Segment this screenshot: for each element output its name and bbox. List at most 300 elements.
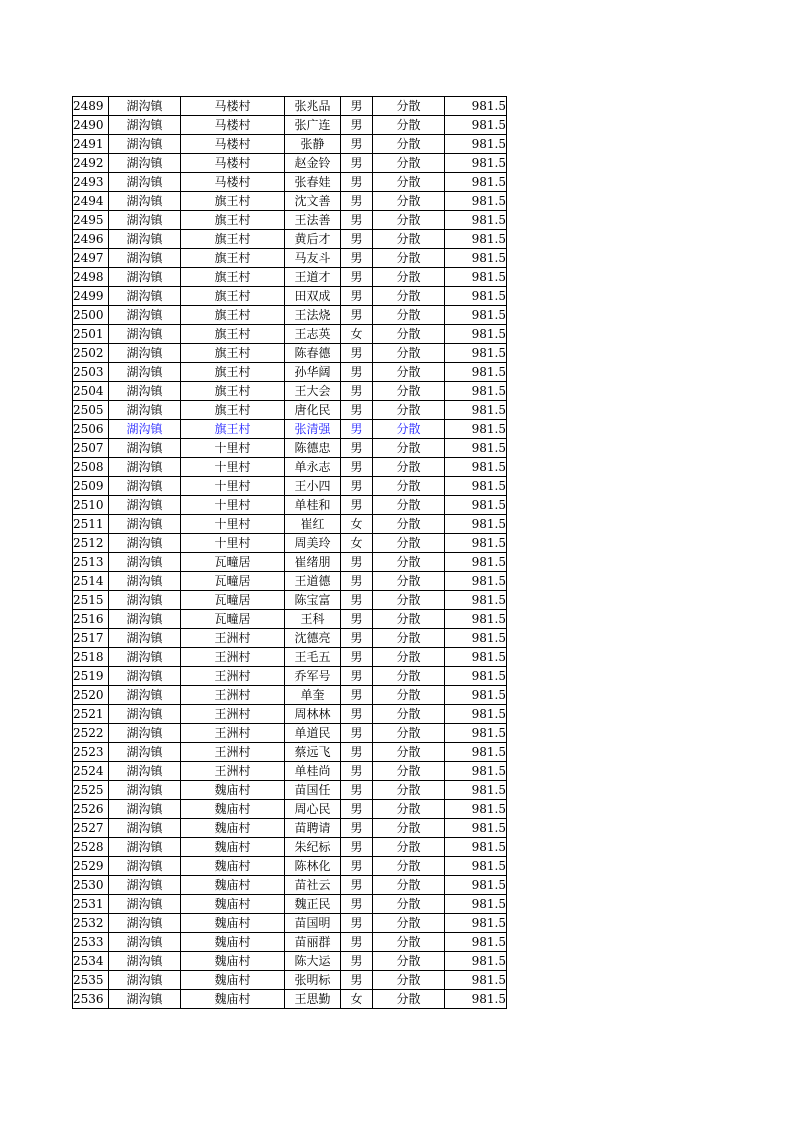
town-cell[interactable]: 湖沟镇 <box>109 458 181 477</box>
name-cell[interactable]: 王小四 <box>285 477 341 496</box>
town-cell[interactable]: 湖沟镇 <box>109 800 181 819</box>
row-number-cell[interactable]: 2502 <box>73 344 109 363</box>
amount-cell[interactable]: 981.5 <box>445 610 507 629</box>
town-cell[interactable]: 湖沟镇 <box>109 135 181 154</box>
town-cell[interactable]: 湖沟镇 <box>109 743 181 762</box>
name-cell[interactable]: 王大会 <box>285 382 341 401</box>
support-type-cell[interactable]: 分散 <box>373 762 445 781</box>
name-cell[interactable]: 沈文善 <box>285 192 341 211</box>
name-cell[interactable]: 崔红 <box>285 515 341 534</box>
village-cell[interactable]: 旗王村 <box>181 363 285 382</box>
sex-cell[interactable]: 男 <box>341 306 373 325</box>
row-number-cell[interactable]: 2499 <box>73 287 109 306</box>
village-cell[interactable]: 旗王村 <box>181 230 285 249</box>
sex-cell[interactable]: 男 <box>341 401 373 420</box>
name-cell[interactable]: 王法烧 <box>285 306 341 325</box>
support-type-cell[interactable]: 分散 <box>373 933 445 952</box>
amount-cell[interactable]: 981.5 <box>445 515 507 534</box>
name-cell[interactable]: 苗聘请 <box>285 819 341 838</box>
town-cell[interactable]: 湖沟镇 <box>109 705 181 724</box>
row-number-cell[interactable]: 2501 <box>73 325 109 344</box>
support-type-cell[interactable]: 分散 <box>373 116 445 135</box>
town-cell[interactable]: 湖沟镇 <box>109 211 181 230</box>
row-number-cell[interactable]: 2496 <box>73 230 109 249</box>
support-type-cell[interactable]: 分散 <box>373 306 445 325</box>
name-cell[interactable]: 张明标 <box>285 971 341 990</box>
sex-cell[interactable]: 男 <box>341 382 373 401</box>
support-type-cell[interactable]: 分散 <box>373 268 445 287</box>
sex-cell[interactable]: 男 <box>341 971 373 990</box>
amount-cell[interactable]: 981.5 <box>445 382 507 401</box>
village-cell[interactable]: 魏庙村 <box>181 876 285 895</box>
town-cell[interactable]: 湖沟镇 <box>109 344 181 363</box>
amount-cell[interactable]: 981.5 <box>445 477 507 496</box>
sex-cell[interactable]: 女 <box>341 325 373 344</box>
village-cell[interactable]: 旗王村 <box>181 249 285 268</box>
row-number-cell[interactable]: 2503 <box>73 363 109 382</box>
support-type-cell[interactable]: 分散 <box>373 363 445 382</box>
village-cell[interactable]: 马楼村 <box>181 116 285 135</box>
village-cell[interactable]: 王洲村 <box>181 724 285 743</box>
sex-cell[interactable]: 男 <box>341 952 373 971</box>
village-cell[interactable]: 十里村 <box>181 496 285 515</box>
support-type-cell[interactable]: 分散 <box>373 838 445 857</box>
amount-cell[interactable]: 981.5 <box>445 268 507 287</box>
support-type-cell[interactable]: 分散 <box>373 458 445 477</box>
row-number-cell[interactable]: 2509 <box>73 477 109 496</box>
amount-cell[interactable]: 981.5 <box>445 743 507 762</box>
name-cell[interactable]: 王道才 <box>285 268 341 287</box>
support-type-cell[interactable]: 分散 <box>373 230 445 249</box>
sex-cell[interactable]: 男 <box>341 268 373 287</box>
sex-cell[interactable]: 男 <box>341 743 373 762</box>
name-cell[interactable]: 朱纪标 <box>285 838 341 857</box>
name-cell[interactable]: 陈大运 <box>285 952 341 971</box>
town-cell[interactable]: 湖沟镇 <box>109 401 181 420</box>
row-number-cell[interactable]: 2507 <box>73 439 109 458</box>
name-cell[interactable]: 王科 <box>285 610 341 629</box>
name-cell[interactable]: 单桂尚 <box>285 762 341 781</box>
village-cell[interactable]: 马楼村 <box>181 154 285 173</box>
row-number-cell[interactable]: 2489 <box>73 97 109 116</box>
support-type-cell[interactable]: 分散 <box>373 553 445 572</box>
amount-cell[interactable]: 981.5 <box>445 173 507 192</box>
town-cell[interactable]: 湖沟镇 <box>109 591 181 610</box>
sex-cell[interactable]: 男 <box>341 838 373 857</box>
support-type-cell[interactable]: 分散 <box>373 287 445 306</box>
amount-cell[interactable]: 981.5 <box>445 135 507 154</box>
amount-cell[interactable]: 981.5 <box>445 344 507 363</box>
town-cell[interactable]: 湖沟镇 <box>109 667 181 686</box>
town-cell[interactable]: 湖沟镇 <box>109 952 181 971</box>
row-number-cell[interactable]: 2533 <box>73 933 109 952</box>
sex-cell[interactable]: 男 <box>341 97 373 116</box>
village-cell[interactable]: 魏庙村 <box>181 971 285 990</box>
row-number-cell[interactable]: 2526 <box>73 800 109 819</box>
name-cell[interactable]: 张清强 <box>285 420 341 439</box>
amount-cell[interactable]: 981.5 <box>445 287 507 306</box>
row-number-cell[interactable]: 2490 <box>73 116 109 135</box>
row-number-cell[interactable]: 2491 <box>73 135 109 154</box>
support-type-cell[interactable]: 分散 <box>373 952 445 971</box>
sex-cell[interactable]: 男 <box>341 211 373 230</box>
amount-cell[interactable]: 981.5 <box>445 838 507 857</box>
amount-cell[interactable]: 981.5 <box>445 192 507 211</box>
support-type-cell[interactable]: 分散 <box>373 648 445 667</box>
name-cell[interactable]: 单道民 <box>285 724 341 743</box>
amount-cell[interactable]: 981.5 <box>445 249 507 268</box>
sex-cell[interactable]: 男 <box>341 914 373 933</box>
support-type-cell[interactable]: 分散 <box>373 515 445 534</box>
village-cell[interactable]: 王洲村 <box>181 743 285 762</box>
name-cell[interactable]: 田双成 <box>285 287 341 306</box>
town-cell[interactable]: 湖沟镇 <box>109 553 181 572</box>
town-cell[interactable]: 湖沟镇 <box>109 249 181 268</box>
village-cell[interactable]: 马楼村 <box>181 135 285 154</box>
village-cell[interactable]: 王洲村 <box>181 762 285 781</box>
name-cell[interactable]: 单永志 <box>285 458 341 477</box>
name-cell[interactable]: 张静 <box>285 135 341 154</box>
name-cell[interactable]: 孙华阔 <box>285 363 341 382</box>
town-cell[interactable]: 湖沟镇 <box>109 534 181 553</box>
support-type-cell[interactable]: 分散 <box>373 781 445 800</box>
sex-cell[interactable]: 男 <box>341 610 373 629</box>
sex-cell[interactable]: 女 <box>341 990 373 1009</box>
row-number-cell[interactable]: 2511 <box>73 515 109 534</box>
name-cell[interactable]: 乔军号 <box>285 667 341 686</box>
sex-cell[interactable]: 女 <box>341 515 373 534</box>
village-cell[interactable]: 王洲村 <box>181 629 285 648</box>
row-number-cell[interactable]: 2497 <box>73 249 109 268</box>
name-cell[interactable]: 王道德 <box>285 572 341 591</box>
name-cell[interactable]: 周心民 <box>285 800 341 819</box>
support-type-cell[interactable]: 分散 <box>373 895 445 914</box>
sex-cell[interactable]: 男 <box>341 895 373 914</box>
support-type-cell[interactable]: 分散 <box>373 686 445 705</box>
amount-cell[interactable]: 981.5 <box>445 496 507 515</box>
row-number-cell[interactable]: 2531 <box>73 895 109 914</box>
row-number-cell[interactable]: 2529 <box>73 857 109 876</box>
town-cell[interactable]: 湖沟镇 <box>109 439 181 458</box>
town-cell[interactable]: 湖沟镇 <box>109 97 181 116</box>
support-type-cell[interactable]: 分散 <box>373 667 445 686</box>
village-cell[interactable]: 魏庙村 <box>181 800 285 819</box>
village-cell[interactable]: 魏庙村 <box>181 838 285 857</box>
town-cell[interactable]: 湖沟镇 <box>109 363 181 382</box>
amount-cell[interactable]: 981.5 <box>445 230 507 249</box>
support-type-cell[interactable]: 分散 <box>373 914 445 933</box>
village-cell[interactable]: 魏庙村 <box>181 781 285 800</box>
sex-cell[interactable]: 男 <box>341 591 373 610</box>
name-cell[interactable]: 陈德忠 <box>285 439 341 458</box>
sex-cell[interactable]: 男 <box>341 439 373 458</box>
row-number-cell[interactable]: 2536 <box>73 990 109 1009</box>
town-cell[interactable]: 湖沟镇 <box>109 686 181 705</box>
row-number-cell[interactable]: 2523 <box>73 743 109 762</box>
row-number-cell[interactable]: 2513 <box>73 553 109 572</box>
support-type-cell[interactable]: 分散 <box>373 97 445 116</box>
town-cell[interactable]: 湖沟镇 <box>109 572 181 591</box>
town-cell[interactable]: 湖沟镇 <box>109 876 181 895</box>
name-cell[interactable]: 陈林化 <box>285 857 341 876</box>
support-type-cell[interactable]: 分散 <box>373 800 445 819</box>
row-number-cell[interactable]: 2508 <box>73 458 109 477</box>
support-type-cell[interactable]: 分散 <box>373 743 445 762</box>
row-number-cell[interactable]: 2492 <box>73 154 109 173</box>
row-number-cell[interactable]: 2528 <box>73 838 109 857</box>
sex-cell[interactable]: 男 <box>341 344 373 363</box>
amount-cell[interactable]: 981.5 <box>445 439 507 458</box>
name-cell[interactable]: 苗国明 <box>285 914 341 933</box>
row-number-cell[interactable]: 2522 <box>73 724 109 743</box>
amount-cell[interactable]: 981.5 <box>445 781 507 800</box>
amount-cell[interactable]: 981.5 <box>445 458 507 477</box>
name-cell[interactable]: 张兆品 <box>285 97 341 116</box>
row-number-cell[interactable]: 2517 <box>73 629 109 648</box>
row-number-cell[interactable]: 2518 <box>73 648 109 667</box>
sex-cell[interactable]: 男 <box>341 420 373 439</box>
name-cell[interactable]: 蔡远飞 <box>285 743 341 762</box>
row-number-cell[interactable]: 2524 <box>73 762 109 781</box>
support-type-cell[interactable]: 分散 <box>373 591 445 610</box>
amount-cell[interactable]: 981.5 <box>445 401 507 420</box>
name-cell[interactable]: 王毛五 <box>285 648 341 667</box>
support-type-cell[interactable]: 分散 <box>373 724 445 743</box>
sex-cell[interactable]: 男 <box>341 705 373 724</box>
village-cell[interactable]: 魏庙村 <box>181 990 285 1009</box>
sex-cell[interactable]: 男 <box>341 724 373 743</box>
row-number-cell[interactable]: 2500 <box>73 306 109 325</box>
support-type-cell[interactable]: 分散 <box>373 629 445 648</box>
amount-cell[interactable]: 981.5 <box>445 667 507 686</box>
support-type-cell[interactable]: 分散 <box>373 344 445 363</box>
village-cell[interactable]: 马楼村 <box>181 97 285 116</box>
name-cell[interactable]: 王法善 <box>285 211 341 230</box>
row-number-cell[interactable]: 2527 <box>73 819 109 838</box>
village-cell[interactable]: 王洲村 <box>181 705 285 724</box>
village-cell[interactable]: 旗王村 <box>181 325 285 344</box>
amount-cell[interactable]: 981.5 <box>445 857 507 876</box>
amount-cell[interactable]: 981.5 <box>445 952 507 971</box>
amount-cell[interactable]: 981.5 <box>445 306 507 325</box>
town-cell[interactable]: 湖沟镇 <box>109 990 181 1009</box>
support-type-cell[interactable]: 分散 <box>373 857 445 876</box>
town-cell[interactable]: 湖沟镇 <box>109 819 181 838</box>
town-cell[interactable]: 湖沟镇 <box>109 895 181 914</box>
name-cell[interactable]: 崔绪朋 <box>285 553 341 572</box>
amount-cell[interactable]: 981.5 <box>445 819 507 838</box>
sex-cell[interactable]: 男 <box>341 648 373 667</box>
row-number-cell[interactable]: 2534 <box>73 952 109 971</box>
support-type-cell[interactable]: 分散 <box>373 382 445 401</box>
town-cell[interactable]: 湖沟镇 <box>109 192 181 211</box>
town-cell[interactable]: 湖沟镇 <box>109 496 181 515</box>
name-cell[interactable]: 陈宝富 <box>285 591 341 610</box>
town-cell[interactable]: 湖沟镇 <box>109 230 181 249</box>
support-type-cell[interactable]: 分散 <box>373 572 445 591</box>
support-type-cell[interactable]: 分散 <box>373 876 445 895</box>
village-cell[interactable]: 旗王村 <box>181 420 285 439</box>
name-cell[interactable]: 马友斗 <box>285 249 341 268</box>
village-cell[interactable]: 旗王村 <box>181 192 285 211</box>
row-number-cell[interactable]: 2514 <box>73 572 109 591</box>
amount-cell[interactable]: 981.5 <box>445 971 507 990</box>
row-number-cell[interactable]: 2516 <box>73 610 109 629</box>
name-cell[interactable]: 单桂和 <box>285 496 341 515</box>
name-cell[interactable]: 王思勤 <box>285 990 341 1009</box>
village-cell[interactable]: 魏庙村 <box>181 933 285 952</box>
town-cell[interactable]: 湖沟镇 <box>109 781 181 800</box>
village-cell[interactable]: 旗王村 <box>181 344 285 363</box>
support-type-cell[interactable]: 分散 <box>373 990 445 1009</box>
amount-cell[interactable]: 981.5 <box>445 876 507 895</box>
town-cell[interactable]: 湖沟镇 <box>109 610 181 629</box>
village-cell[interactable]: 王洲村 <box>181 686 285 705</box>
sex-cell[interactable]: 男 <box>341 762 373 781</box>
village-cell[interactable]: 十里村 <box>181 439 285 458</box>
row-number-cell[interactable]: 2506 <box>73 420 109 439</box>
amount-cell[interactable]: 981.5 <box>445 553 507 572</box>
town-cell[interactable]: 湖沟镇 <box>109 914 181 933</box>
village-cell[interactable]: 瓦疃居 <box>181 553 285 572</box>
row-number-cell[interactable]: 2530 <box>73 876 109 895</box>
support-type-cell[interactable]: 分散 <box>373 534 445 553</box>
village-cell[interactable]: 十里村 <box>181 534 285 553</box>
row-number-cell[interactable]: 2525 <box>73 781 109 800</box>
amount-cell[interactable]: 981.5 <box>445 724 507 743</box>
name-cell[interactable]: 魏正民 <box>285 895 341 914</box>
amount-cell[interactable]: 981.5 <box>445 325 507 344</box>
sex-cell[interactable]: 男 <box>341 876 373 895</box>
amount-cell[interactable]: 981.5 <box>445 572 507 591</box>
sex-cell[interactable]: 男 <box>341 686 373 705</box>
village-cell[interactable]: 旗王村 <box>181 211 285 230</box>
support-type-cell[interactable]: 分散 <box>373 610 445 629</box>
amount-cell[interactable]: 981.5 <box>445 629 507 648</box>
village-cell[interactable]: 魏庙村 <box>181 819 285 838</box>
row-number-cell[interactable]: 2494 <box>73 192 109 211</box>
amount-cell[interactable]: 981.5 <box>445 990 507 1009</box>
name-cell[interactable]: 周林林 <box>285 705 341 724</box>
town-cell[interactable]: 湖沟镇 <box>109 933 181 952</box>
amount-cell[interactable]: 981.5 <box>445 648 507 667</box>
support-type-cell[interactable]: 分散 <box>373 439 445 458</box>
village-cell[interactable]: 十里村 <box>181 458 285 477</box>
village-cell[interactable]: 魏庙村 <box>181 857 285 876</box>
name-cell[interactable]: 张春娃 <box>285 173 341 192</box>
support-type-cell[interactable]: 分散 <box>373 477 445 496</box>
support-type-cell[interactable]: 分散 <box>373 211 445 230</box>
name-cell[interactable]: 陈春德 <box>285 344 341 363</box>
amount-cell[interactable]: 981.5 <box>445 116 507 135</box>
name-cell[interactable]: 单奎 <box>285 686 341 705</box>
support-type-cell[interactable]: 分散 <box>373 401 445 420</box>
amount-cell[interactable]: 981.5 <box>445 800 507 819</box>
sex-cell[interactable]: 男 <box>341 287 373 306</box>
sex-cell[interactable]: 男 <box>341 135 373 154</box>
sex-cell[interactable]: 男 <box>341 496 373 515</box>
support-type-cell[interactable]: 分散 <box>373 173 445 192</box>
name-cell[interactable]: 唐化民 <box>285 401 341 420</box>
village-cell[interactable]: 魏庙村 <box>181 914 285 933</box>
support-type-cell[interactable]: 分散 <box>373 135 445 154</box>
support-type-cell[interactable]: 分散 <box>373 819 445 838</box>
town-cell[interactable]: 湖沟镇 <box>109 838 181 857</box>
support-type-cell[interactable]: 分散 <box>373 192 445 211</box>
village-cell[interactable]: 瓦疃居 <box>181 591 285 610</box>
village-cell[interactable]: 瓦疃居 <box>181 610 285 629</box>
row-number-cell[interactable]: 2493 <box>73 173 109 192</box>
town-cell[interactable]: 湖沟镇 <box>109 382 181 401</box>
name-cell[interactable]: 周美玲 <box>285 534 341 553</box>
town-cell[interactable]: 湖沟镇 <box>109 306 181 325</box>
amount-cell[interactable]: 981.5 <box>445 211 507 230</box>
row-number-cell[interactable]: 2519 <box>73 667 109 686</box>
name-cell[interactable]: 苗社云 <box>285 876 341 895</box>
village-cell[interactable]: 十里村 <box>181 477 285 496</box>
village-cell[interactable]: 王洲村 <box>181 667 285 686</box>
village-cell[interactable]: 王洲村 <box>181 648 285 667</box>
sex-cell[interactable]: 男 <box>341 173 373 192</box>
support-type-cell[interactable]: 分散 <box>373 420 445 439</box>
village-cell[interactable]: 旗王村 <box>181 401 285 420</box>
support-type-cell[interactable]: 分散 <box>373 496 445 515</box>
row-number-cell[interactable]: 2495 <box>73 211 109 230</box>
support-type-cell[interactable]: 分散 <box>373 154 445 173</box>
sex-cell[interactable]: 男 <box>341 857 373 876</box>
sex-cell[interactable]: 男 <box>341 363 373 382</box>
row-number-cell[interactable]: 2535 <box>73 971 109 990</box>
sex-cell[interactable]: 男 <box>341 458 373 477</box>
sex-cell[interactable]: 男 <box>341 154 373 173</box>
sex-cell[interactable]: 男 <box>341 116 373 135</box>
town-cell[interactable]: 湖沟镇 <box>109 116 181 135</box>
name-cell[interactable]: 苗国任 <box>285 781 341 800</box>
name-cell[interactable]: 黄后才 <box>285 230 341 249</box>
sex-cell[interactable]: 男 <box>341 781 373 800</box>
name-cell[interactable]: 王志英 <box>285 325 341 344</box>
name-cell[interactable]: 沈德亮 <box>285 629 341 648</box>
town-cell[interactable]: 湖沟镇 <box>109 857 181 876</box>
amount-cell[interactable]: 981.5 <box>445 154 507 173</box>
town-cell[interactable]: 湖沟镇 <box>109 173 181 192</box>
amount-cell[interactable]: 981.5 <box>445 762 507 781</box>
amount-cell[interactable]: 981.5 <box>445 363 507 382</box>
support-type-cell[interactable]: 分散 <box>373 325 445 344</box>
sex-cell[interactable]: 男 <box>341 572 373 591</box>
village-cell[interactable]: 魏庙村 <box>181 895 285 914</box>
village-cell[interactable]: 十里村 <box>181 515 285 534</box>
village-cell[interactable]: 旗王村 <box>181 268 285 287</box>
sex-cell[interactable]: 男 <box>341 800 373 819</box>
sex-cell[interactable]: 男 <box>341 192 373 211</box>
sex-cell[interactable]: 男 <box>341 553 373 572</box>
town-cell[interactable]: 湖沟镇 <box>109 724 181 743</box>
amount-cell[interactable]: 981.5 <box>445 914 507 933</box>
row-number-cell[interactable]: 2498 <box>73 268 109 287</box>
town-cell[interactable]: 湖沟镇 <box>109 325 181 344</box>
amount-cell[interactable]: 981.5 <box>445 534 507 553</box>
amount-cell[interactable]: 981.5 <box>445 591 507 610</box>
row-number-cell[interactable]: 2510 <box>73 496 109 515</box>
name-cell[interactable]: 张广连 <box>285 116 341 135</box>
town-cell[interactable]: 湖沟镇 <box>109 648 181 667</box>
support-type-cell[interactable]: 分散 <box>373 971 445 990</box>
amount-cell[interactable]: 981.5 <box>445 895 507 914</box>
name-cell[interactable]: 赵金铃 <box>285 154 341 173</box>
amount-cell[interactable]: 981.5 <box>445 705 507 724</box>
sex-cell[interactable]: 男 <box>341 933 373 952</box>
